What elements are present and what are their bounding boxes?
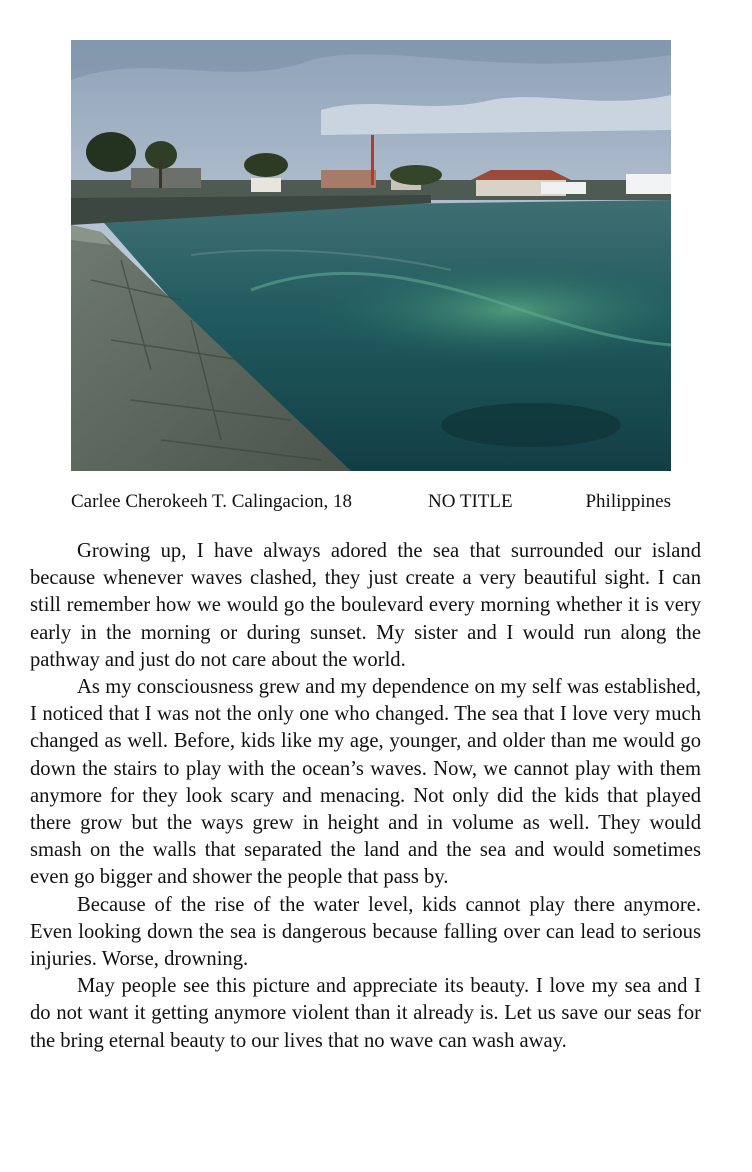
photo-caption [71, 490, 671, 514]
essay-paragraph: Because of the rise of the water level, kids cannot play there anymore. Even looking down the sea is dangerous because falling over can lead to serious injuries. Worse, drowning. [30, 893, 701, 971]
essay-paragraph: May people see this picture and appreciate its beauty. I love my sea and I do not want it getting anymore violent than it already is. Let us save our seas for the bring eternal beauty to our lives that no wave can wash away. [30, 975, 701, 1052]
caption-country: Philippines [585, 491, 671, 512]
caption-title: NO TITLE [428, 491, 513, 512]
sea-wall-photo [71, 40, 671, 471]
caption-author: Carlee Cherokeeh T. Calingacion, 18 [71, 491, 353, 512]
essay-body [30, 538, 701, 1055]
essay-paragraph: Growing up, I have always adored the sea that surrounded our island because whenever waves clashed, they just create a very beautiful sight. I can still remember how we would go the boulevard every morning whether it is very early in the morning or during sunset. My sister and I would run along the pathway and just do not care about the world. [30, 540, 701, 671]
essay-paragraph: As my consciousness grew and my dependence on my self was established, I noticed that I was not the only one who changed. The sea that I love very much changed as well. Before, kids like my age, younger, and older than me would go down the stairs to play with the ocean’s waves. Now, we cannot play with them anymore for they look scary and menacing. Not only did the kids that played there grow but the ways grew in height and in volume as well. They would smash on the walls that separated the land and the sea and would sometimes even go bigger and shower the people that pass by. [30, 676, 701, 889]
